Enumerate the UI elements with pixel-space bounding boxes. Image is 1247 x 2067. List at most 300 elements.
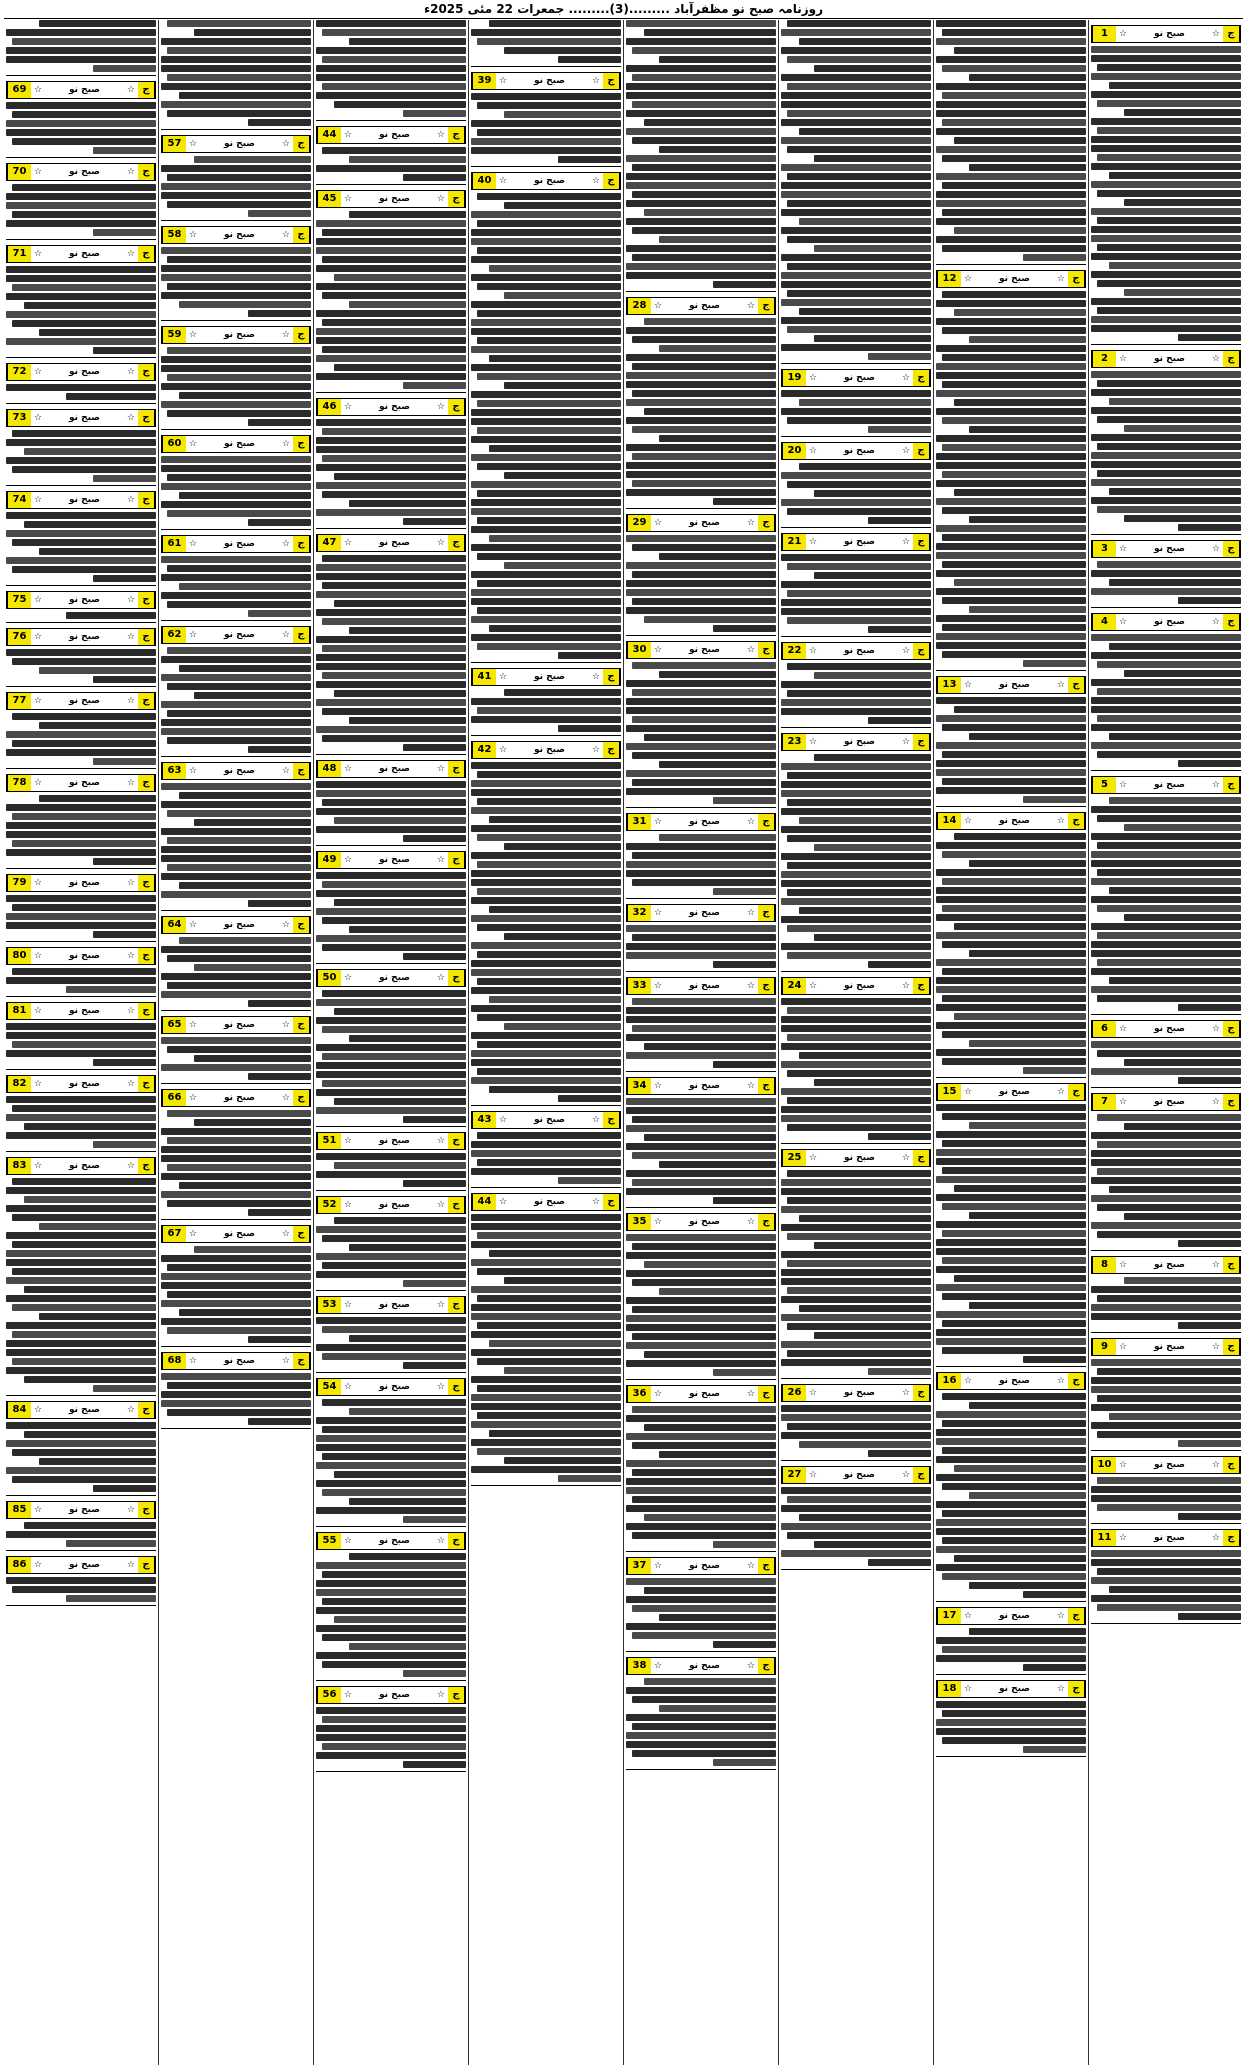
- text-line: [12, 813, 156, 820]
- star-icon: ☆: [34, 1404, 43, 1415]
- star-icon: ☆: [1119, 1096, 1128, 1107]
- column-8: [4, 20, 158, 2065]
- text-line: [969, 1492, 1086, 1499]
- star-icon: ☆: [964, 1683, 973, 1694]
- text-line: [1091, 851, 1241, 858]
- news-body: [626, 925, 776, 968]
- text-line: [936, 932, 1086, 939]
- article-divider: [161, 910, 311, 911]
- star-icon: ☆: [344, 1535, 353, 1546]
- news-body: [316, 1399, 466, 1523]
- star-icon: ☆: [344, 1689, 353, 1700]
- text-line: [334, 1162, 466, 1169]
- star-icon: ☆: [591, 75, 600, 86]
- article-divider: [626, 1651, 776, 1652]
- news-body: [626, 662, 776, 804]
- news-brand: صبح نو: [378, 1299, 410, 1310]
- news-mark: ج: [1068, 1373, 1085, 1389]
- text-line: [942, 905, 1086, 912]
- text-line: [936, 1546, 1086, 1553]
- star-icon: ☆: [281, 1092, 290, 1103]
- news-mark: ج: [913, 370, 930, 386]
- text-line: [644, 318, 776, 325]
- text-line: [161, 1191, 311, 1198]
- star-icon: ☆: [34, 950, 43, 961]
- news-number: 4: [1092, 614, 1116, 630]
- text-line: [1023, 796, 1086, 803]
- text-line: [248, 1418, 311, 1425]
- text-line: [787, 1124, 931, 1131]
- news-number: 12: [937, 271, 961, 287]
- text-line: [1091, 1386, 1241, 1393]
- text-line: [969, 1302, 1086, 1309]
- text-line: [936, 1004, 1086, 1011]
- text-line: [179, 492, 311, 499]
- news-tag: [6, 1157, 156, 1175]
- news-mark: ج: [293, 627, 310, 643]
- text-line: [1091, 1359, 1241, 1366]
- text-line: [24, 1376, 156, 1383]
- text-line: [1097, 1368, 1241, 1375]
- text-line: [12, 466, 156, 473]
- news-mark: ج: [448, 1133, 465, 1149]
- text-line: [626, 870, 776, 877]
- text-line: [1178, 334, 1241, 341]
- text-line: [936, 642, 1086, 649]
- text-line: [477, 1014, 621, 1021]
- text-line: [1124, 824, 1241, 831]
- text-line: [1091, 923, 1241, 930]
- text-line: [942, 1483, 1086, 1490]
- text-line: [781, 1278, 931, 1285]
- news-body: [936, 833, 1086, 1074]
- text-line: [167, 810, 311, 817]
- text-line: [644, 209, 776, 216]
- news-brand: صبح نو: [223, 438, 255, 449]
- text-line: [167, 1409, 311, 1416]
- article-divider: [781, 1378, 931, 1379]
- text-line: [316, 74, 466, 81]
- star-icon: ☆: [344, 854, 353, 865]
- text-line: [167, 410, 311, 417]
- text-line: [1178, 1322, 1241, 1329]
- text-line: [161, 501, 311, 508]
- article-divider: [6, 1151, 156, 1152]
- text-line: [558, 1177, 621, 1184]
- news-mark: ج: [603, 669, 620, 685]
- news-number: 77: [7, 693, 31, 709]
- text-line: [626, 843, 776, 850]
- text-line: [969, 1212, 1086, 1219]
- text-line: [6, 1114, 156, 1121]
- text-line: [167, 256, 311, 263]
- text-line: [504, 382, 621, 389]
- news-body: [936, 1628, 1086, 1671]
- text-line: [942, 1320, 1086, 1327]
- text-line: [316, 591, 466, 598]
- news-body: [6, 184, 156, 236]
- news-brand: صبح نو: [533, 671, 565, 682]
- star-icon: ☆: [964, 815, 973, 826]
- news-number: 79: [7, 875, 31, 891]
- text-line: [161, 873, 311, 880]
- text-line: [471, 879, 621, 886]
- text-line: [659, 56, 776, 63]
- text-line: [194, 1055, 311, 1062]
- news-body: [6, 1178, 156, 1392]
- text-line: [161, 1173, 311, 1180]
- news-brand: صبح نو: [378, 1535, 410, 1546]
- star-icon: ☆: [1211, 1341, 1220, 1352]
- news-mark: ج: [758, 1658, 775, 1674]
- text-line: [6, 831, 156, 838]
- text-line: [6, 1205, 156, 1212]
- text-line: [787, 1233, 931, 1240]
- star-icon: ☆: [34, 594, 43, 605]
- text-line: [6, 338, 156, 345]
- text-line: [316, 446, 466, 453]
- text-line: [1097, 815, 1241, 822]
- text-line: [477, 1041, 621, 1048]
- news-brand: صبح نو: [533, 175, 565, 186]
- news-tag: [1091, 350, 1241, 368]
- text-line: [1178, 760, 1241, 767]
- text-line: [322, 455, 466, 462]
- star-icon: ☆: [901, 645, 910, 656]
- text-line: [167, 864, 311, 871]
- news-mark: ج: [448, 399, 465, 415]
- text-line: [781, 1224, 931, 1231]
- text-line: [93, 931, 156, 938]
- text-line: [644, 1261, 776, 1268]
- text-line: [322, 582, 466, 589]
- text-line: [799, 817, 931, 824]
- news-mark: ج: [1223, 1457, 1240, 1473]
- text-line: [1124, 670, 1241, 677]
- text-line: [969, 733, 1086, 740]
- text-line: [632, 1333, 776, 1340]
- news-body: [6, 384, 156, 400]
- article-divider: [626, 807, 776, 808]
- text-line: [12, 1214, 156, 1221]
- text-line: [942, 507, 1086, 514]
- article-divider: [471, 66, 621, 67]
- text-line: [626, 1596, 776, 1603]
- news-brand: صبح نو: [68, 166, 100, 177]
- news-number: 9: [1092, 1339, 1116, 1355]
- news-body: [626, 535, 776, 632]
- text-line: [626, 372, 776, 379]
- column-6: [313, 20, 468, 2065]
- text-line: [1178, 1440, 1241, 1447]
- star-icon: ☆: [809, 536, 818, 547]
- text-line: [1178, 1613, 1241, 1620]
- news-mark: ج: [138, 1158, 155, 1174]
- news-brand: صبح نو: [1153, 1259, 1185, 1270]
- news-tag: [1091, 613, 1241, 631]
- text-line: [1109, 488, 1241, 495]
- news-brand: صبح نو: [688, 1660, 720, 1671]
- text-line: [471, 915, 621, 922]
- text-line: [626, 1052, 776, 1059]
- text-line: [1097, 1504, 1241, 1511]
- text-line: [248, 1336, 311, 1343]
- text-line: [161, 1300, 311, 1307]
- text-line: [713, 888, 776, 895]
- text-line: [781, 916, 931, 923]
- text-line: [316, 872, 466, 879]
- text-line: [1091, 570, 1241, 577]
- news-tag: [1091, 1529, 1241, 1547]
- text-line: [781, 708, 931, 715]
- news-body: [936, 1701, 1086, 1753]
- news-tag: [1091, 1456, 1241, 1474]
- star-icon: ☆: [281, 138, 290, 149]
- text-line: [626, 489, 776, 496]
- star-icon: ☆: [436, 1199, 445, 1210]
- text-line: [403, 518, 466, 525]
- text-line: [942, 1447, 1086, 1454]
- news-tag: [781, 442, 931, 460]
- news-tag: [161, 135, 311, 153]
- text-line: [936, 318, 1086, 325]
- text-line: [161, 1064, 311, 1071]
- text-line: [626, 173, 776, 180]
- text-line: [322, 1716, 466, 1723]
- text-line: [6, 749, 156, 756]
- text-line: [954, 1465, 1086, 1472]
- news-mark: ج: [138, 82, 155, 98]
- text-line: [936, 869, 1086, 876]
- text-line: [248, 119, 311, 126]
- text-line: [161, 592, 311, 599]
- text-line: [504, 202, 621, 209]
- text-line: [322, 1426, 466, 1433]
- text-line: [316, 1734, 466, 1741]
- text-line: [471, 942, 621, 949]
- text-line: [713, 1759, 776, 1766]
- text-line: [316, 663, 466, 670]
- article-divider: [471, 1187, 621, 1188]
- text-line: [66, 393, 156, 400]
- star-icon: ☆: [281, 1355, 290, 1366]
- news-tag: [316, 1132, 466, 1150]
- text-line: [167, 683, 311, 690]
- text-line: [954, 399, 1086, 406]
- text-line: [322, 1235, 466, 1242]
- text-line: [161, 701, 311, 708]
- news-number: 28: [627, 298, 651, 314]
- text-line: [477, 978, 621, 985]
- news-tag: [316, 1686, 466, 1704]
- text-line: [477, 1358, 621, 1365]
- article-divider: [161, 429, 311, 430]
- text-line: [12, 539, 156, 546]
- text-line: [316, 790, 466, 797]
- news-brand: صبح نو: [68, 777, 100, 788]
- text-line: [936, 390, 1086, 397]
- text-line: [12, 1268, 156, 1275]
- text-line: [626, 1315, 776, 1322]
- text-line: [1091, 634, 1241, 641]
- star-icon: ☆: [746, 1080, 755, 1091]
- article-divider: [316, 1290, 466, 1291]
- text-line: [471, 780, 621, 787]
- text-line: [626, 1034, 776, 1041]
- news-tag: [1091, 1093, 1241, 1111]
- text-line: [477, 1322, 621, 1329]
- news-tag: [936, 1372, 1086, 1390]
- text-line: [936, 1194, 1086, 1201]
- news-tag: [6, 1075, 156, 1093]
- text-line: [1091, 588, 1241, 595]
- text-line: [626, 1741, 776, 1748]
- text-line: [814, 1079, 931, 1086]
- text-line: [349, 1335, 466, 1342]
- text-line: [322, 990, 466, 997]
- text-line: [936, 1266, 1086, 1273]
- text-line: [1091, 706, 1241, 713]
- text-line: [161, 1255, 311, 1262]
- text-line: [1091, 325, 1241, 332]
- text-line: [936, 760, 1086, 767]
- news-body: [1091, 1277, 1241, 1329]
- text-line: [12, 184, 156, 191]
- news-number: 40: [472, 173, 496, 189]
- text-line: [334, 899, 466, 906]
- text-line: [334, 274, 466, 281]
- text-line: [66, 986, 156, 993]
- text-line: [936, 588, 1086, 595]
- text-line: [814, 335, 931, 342]
- text-line: [471, 1141, 621, 1148]
- news-tag: [471, 741, 621, 759]
- text-line: [781, 1296, 931, 1303]
- text-line: [477, 220, 621, 227]
- text-line: [316, 781, 466, 788]
- news-tag: [6, 1401, 156, 1419]
- text-line: [316, 283, 466, 290]
- column-2: [933, 20, 1088, 2065]
- news-body: [161, 937, 311, 1007]
- star-icon: ☆: [126, 1559, 135, 1570]
- news-body: [626, 998, 776, 1068]
- news-body: [471, 1132, 621, 1184]
- news-number: 74: [7, 492, 31, 508]
- star-icon: ☆: [1119, 779, 1128, 790]
- news-body: [936, 1393, 1086, 1598]
- news-body: [626, 20, 776, 288]
- text-line: [66, 612, 156, 619]
- text-line: [334, 1471, 466, 1478]
- news-tag: [936, 1083, 1086, 1101]
- text-line: [39, 20, 156, 27]
- text-line: [316, 808, 466, 815]
- text-line: [316, 1480, 466, 1487]
- news-mark: ج: [1068, 1084, 1085, 1100]
- text-line: [161, 1155, 311, 1162]
- text-line: [1097, 1431, 1241, 1438]
- text-line: [626, 1252, 776, 1259]
- article-divider: [316, 963, 466, 964]
- news-brand: صبح نو: [223, 1019, 255, 1030]
- text-line: [1091, 1422, 1241, 1429]
- text-line: [161, 401, 311, 408]
- text-line: [194, 692, 311, 699]
- text-line: [39, 667, 156, 674]
- star-icon: ☆: [34, 248, 43, 259]
- news-number: 45: [317, 191, 341, 207]
- text-line: [161, 292, 311, 299]
- text-line: [626, 462, 776, 469]
- text-line: [93, 1485, 156, 1492]
- star-icon: ☆: [654, 517, 663, 528]
- star-icon: ☆: [964, 1086, 973, 1097]
- column-7: [158, 20, 313, 2065]
- text-line: [632, 1279, 776, 1286]
- text-line: [787, 146, 931, 153]
- text-line: [626, 770, 776, 777]
- text-line: [936, 959, 1086, 966]
- text-line: [1178, 1240, 1241, 1247]
- text-line: [659, 236, 776, 243]
- text-line: [504, 689, 621, 696]
- news-number: 66: [162, 1090, 186, 1106]
- news-tag: [161, 762, 311, 780]
- text-line: [6, 557, 156, 564]
- article-divider: [781, 1569, 931, 1570]
- text-line: [489, 20, 621, 27]
- text-line: [954, 227, 1086, 234]
- text-line: [936, 1022, 1086, 1029]
- text-line: [334, 1008, 466, 1015]
- text-line: [6, 47, 156, 54]
- text-line: [799, 1441, 931, 1448]
- star-icon: ☆: [436, 763, 445, 774]
- text-line: [626, 1270, 776, 1277]
- text-line: [942, 1167, 1086, 1174]
- text-line: [787, 508, 931, 515]
- article-divider: [936, 1674, 1086, 1675]
- news-tag: [6, 1501, 156, 1519]
- text-line: [942, 1257, 1086, 1264]
- text-line: [161, 101, 311, 108]
- text-line: [403, 382, 466, 389]
- star-icon: ☆: [746, 907, 755, 918]
- text-line: [626, 861, 776, 868]
- news-body: [471, 689, 621, 732]
- star-icon: ☆: [499, 75, 508, 86]
- news-body: [161, 647, 311, 753]
- text-line: [1109, 172, 1241, 179]
- news-number: 69: [7, 82, 31, 98]
- text-line: [179, 301, 311, 308]
- text-line: [471, 716, 621, 723]
- text-line: [322, 319, 466, 326]
- star-icon: ☆: [1211, 1259, 1220, 1270]
- text-line: [787, 1323, 931, 1330]
- news-number: 81: [7, 1003, 31, 1019]
- news-tag: [6, 81, 156, 99]
- news-number: 54: [317, 1379, 341, 1395]
- text-line: [316, 20, 466, 27]
- text-line: [477, 580, 621, 587]
- news-mark: ج: [913, 734, 930, 750]
- text-line: [12, 1331, 156, 1338]
- text-line: [626, 743, 776, 750]
- text-line: [1091, 145, 1241, 152]
- text-line: [713, 1641, 776, 1648]
